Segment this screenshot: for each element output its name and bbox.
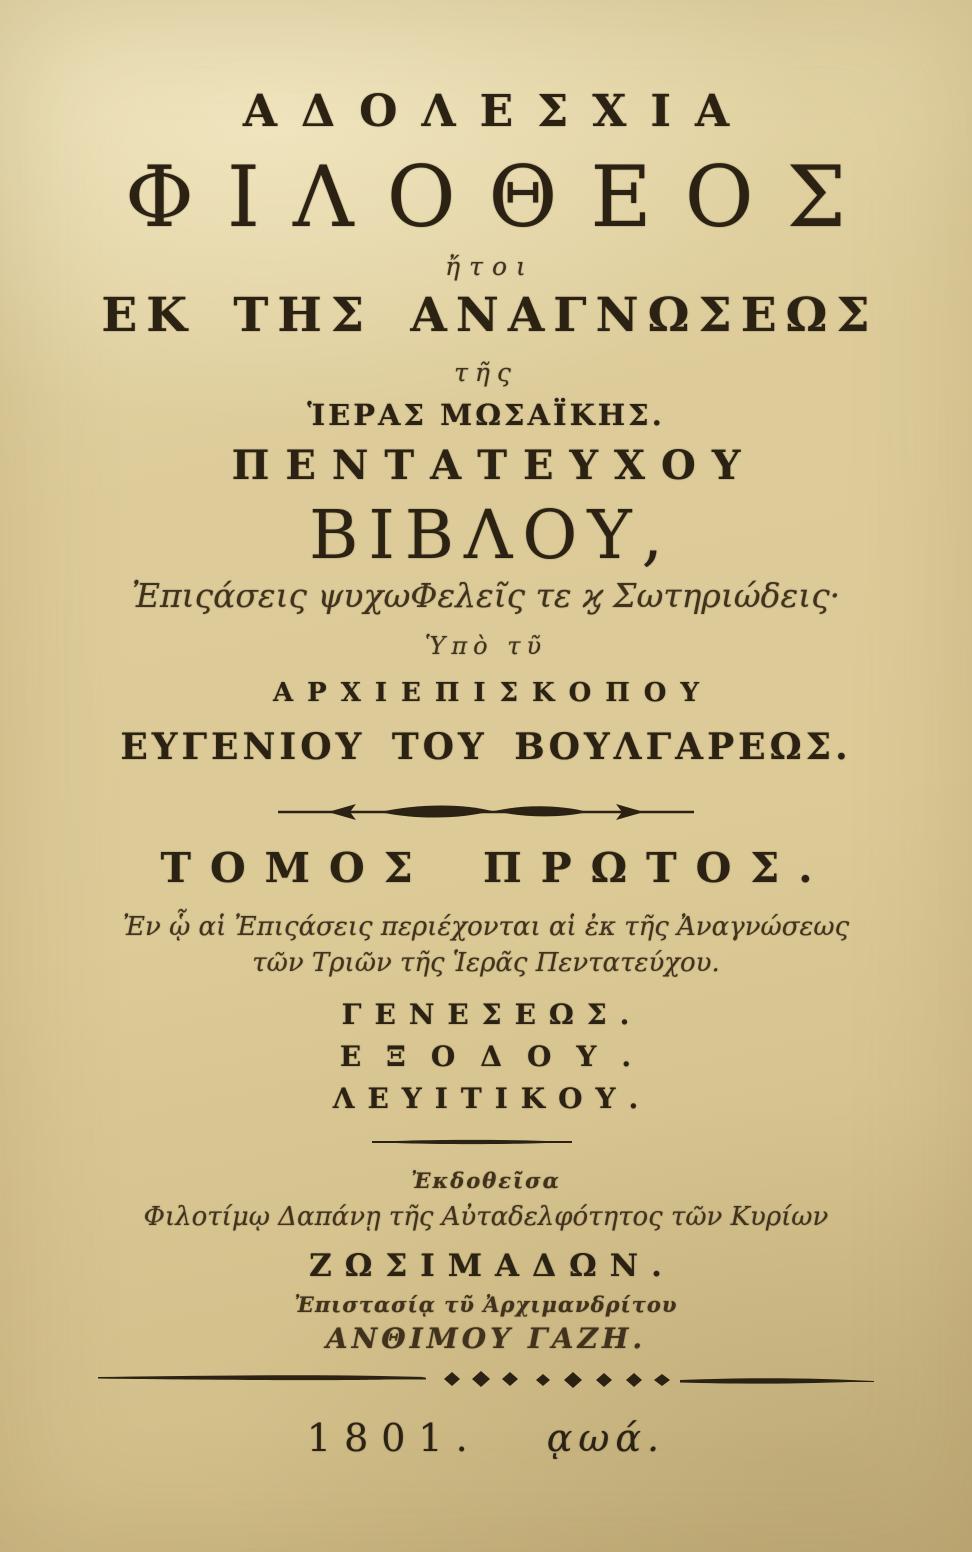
book-levitikou: ΛΕΥΙΤΙΚΟΥ.	[332, 1082, 652, 1115]
imprint-anthimou-gazi: ΑΝΘΙΜΟΥ ΓΑΖΗ.	[325, 1322, 647, 1355]
description-epistaseis: Ἐπιςάσεις ψυχωΦελεῖς τε ϗ Σωτηριώδεις·	[131, 576, 841, 615]
volume-tomos-protos: ΤΟΜΟΣ ΠΡΩΤΟΣ.	[160, 844, 832, 892]
subtitle-etoi: ἤτοι	[445, 252, 535, 281]
ornamental-rule-arrows-icon	[276, 798, 696, 826]
subtitle-pentateuchou: ΠΕΝΤΑΤΕΥΧΟΥ	[231, 442, 757, 489]
ornamental-rule-diamonds-icon	[96, 1368, 876, 1390]
subtitle-tis: τῆς	[454, 358, 518, 387]
half-title: ΑΔΟΛΕΣΧΙΑ	[242, 86, 754, 137]
year-greek-numeral: ᾳωά.	[546, 1416, 666, 1460]
imprint-epistasia: Ἐπιστασίᾳ τῦ Ἀρχιμανδρίτου	[294, 1292, 678, 1317]
book-exodou: ΕΞΟΔΟΥ.	[339, 1040, 657, 1073]
author-name: ΕΥΓΕΝΙΟΥ ΤΟΥ ΒΟΥΛΓΑΡΕΩΣ.	[120, 726, 852, 768]
subtitle-ieras-mosaikis: ἹΕΡΑΣ ΜΩΣΑΪΚΗΣ.	[307, 398, 665, 432]
year-arabic: 1801.	[306, 1416, 481, 1460]
volume-contents-line1: Ἐν ᾧ αἱ Ἐπιςάσεις περιέχονται αἱ ἐκ τῆς Ἀναγνώσεως	[122, 912, 850, 942]
imprint-zosimadon: ΖΩΣΙΜΑΔΩΝ.	[309, 1248, 675, 1284]
author-title-archiepiskopou: ΑΡΧΙΕΠΙΣΚΟΠΟΥ	[273, 678, 713, 708]
volume-contents-line2: τῶν Τριῶν τῆς Ἱερᾶς Πεντατεύχου.	[252, 948, 720, 978]
subtitle-ek-tis-anagnoseos: ΕΚ ΤΗΣ ΑΝΑΓΝΩΣΕΩΣ	[101, 288, 879, 343]
publication-year-line	[0, 1416, 972, 1460]
byline-ypo-tou: Ὑπὸ τῦ	[424, 632, 548, 660]
short-rule-icon	[372, 1136, 572, 1148]
imprint-patrons: Φιλοτίμῳ Δαπάνῃ τῆς Αὐταδελφότητος τῶν Κυρίων	[143, 1202, 829, 1232]
imprint-ekdotheisa: Ἐκδοθεῖσα	[411, 1168, 561, 1193]
book-geneseos: ΓΕΝΕΣΕΩΣ.	[341, 998, 643, 1031]
subtitle-biblou: ΒΙΒΛΟΥ,	[309, 496, 673, 574]
main-title: ΦΙΛΟΘΕΟΣ	[124, 148, 879, 246]
